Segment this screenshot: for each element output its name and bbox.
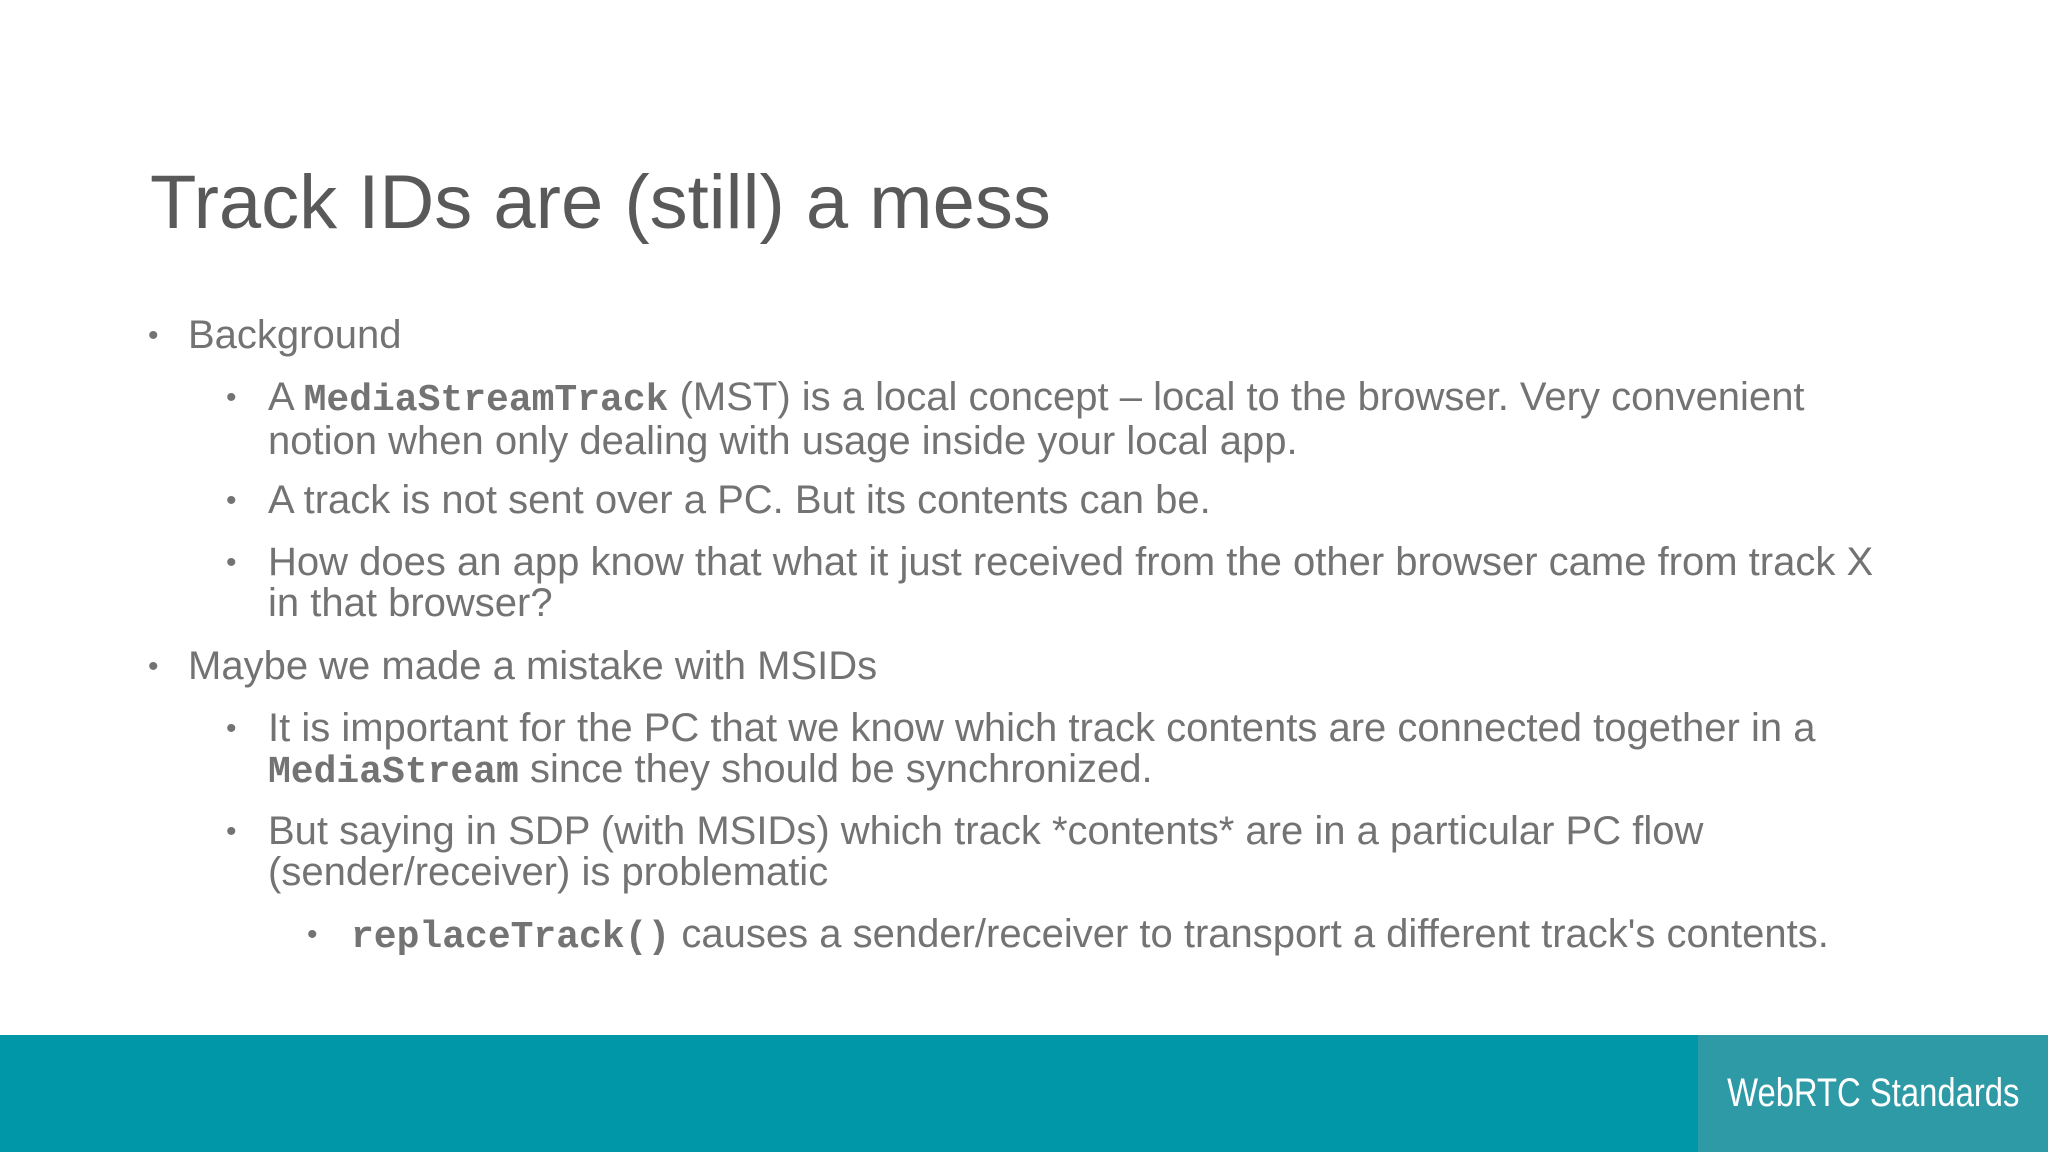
bullet-dot: •	[226, 546, 237, 579]
bullet-text-prefix: It is important for the PC that we know which track contents are connected together in a	[268, 706, 1816, 750]
footer-brand-label: WebRTC Standards	[1726, 1071, 2020, 1115]
bullet-msid-mistake	[148, 644, 1888, 688]
bullet-text-suffix: since they should be synchronized.	[518, 747, 1153, 791]
bullet-dot: •	[226, 815, 237, 848]
bullet-replacetrack	[307, 912, 1901, 959]
code-mediastreamtrack: MediaStreamTrack	[303, 379, 669, 422]
bullet-text: But saying in SDP (with MSIDs) which track *contents* are in a particular PC flow (sender/receiver) is problematic	[268, 809, 1704, 894]
bullet-background	[148, 313, 1888, 357]
bullet-text-suffix: (MST) is a local concept – local to the browser. Very convenient notion when only dealing with usage inside your local app.	[268, 375, 1805, 463]
footer-brand-box	[1698, 1035, 2048, 1152]
bullet-text: How does an app know that what it just received from the other browser came from track X in that browser?	[268, 540, 1874, 625]
slide-title: Track IDs are (still) a mess	[150, 160, 1051, 245]
bullet-text-prefix: A	[268, 375, 304, 419]
bullet-dot: •	[148, 319, 159, 352]
bullet-dot: •	[226, 381, 237, 414]
bullet-dot: •	[226, 712, 237, 745]
bullet-important-for-pc	[226, 706, 1898, 794]
code-replacetrack: replaceTrack()	[351, 916, 671, 959]
bullet-text: Maybe we made a mistake with MSIDs	[188, 644, 878, 688]
bullet-dot: •	[226, 484, 237, 517]
bullet-text: Background	[188, 313, 402, 357]
bullet-mediastreamtrack	[226, 375, 1898, 463]
bullet-dot: •	[148, 650, 159, 683]
bullet-track-not-sent	[226, 478, 1898, 522]
bullet-sdp-problematic	[226, 809, 1898, 894]
bullet-how-does-app-know	[226, 540, 1898, 625]
footer-bar	[0, 1035, 2048, 1152]
bullet-text-suffix: causes a sender/receiver to transport a different track's contents.	[670, 912, 1829, 956]
bullet-dot: •	[307, 918, 318, 951]
bullet-text: A track is not sent over a PC. But its contents can be.	[268, 478, 1211, 522]
code-mediastream: MediaStream	[268, 751, 519, 794]
